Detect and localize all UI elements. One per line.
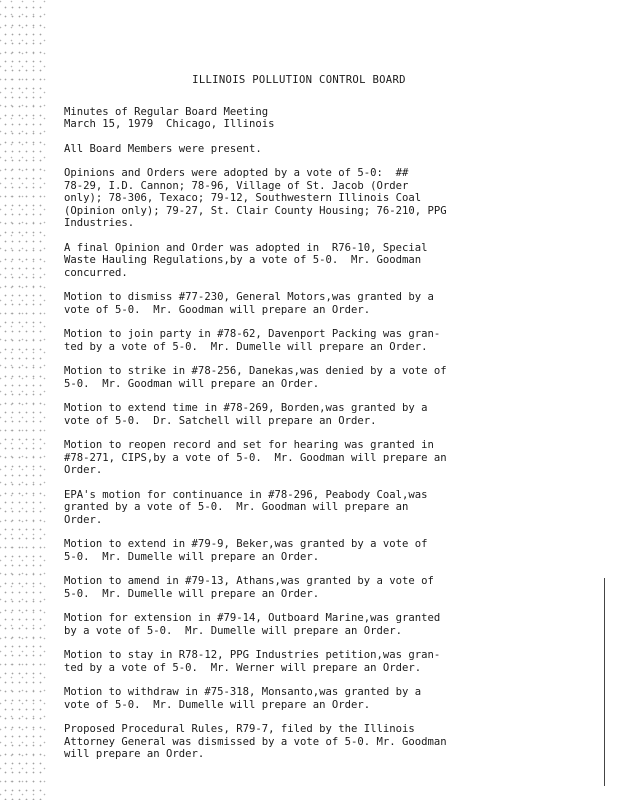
minutes-item (64, 489, 504, 527)
minutes-line: will prepare an Order. (64, 748, 205, 760)
minutes-line: vote of 5-0. Mr. Dumelle will prepare an Order. (64, 698, 371, 711)
meeting-header (64, 106, 504, 131)
minutes-line: Proposed Procedural Rules, R79-7, filed by the Illinois (64, 723, 415, 735)
minutes-line: vote of 5-0. Mr. Goodman will prepare an Order. (64, 303, 371, 316)
minutes-line: 5-0. Mr. Dumelle will prepare an Order. (64, 587, 320, 600)
minutes-line: 5-0. Mr. Dumelle will prepare an Order. (64, 550, 320, 563)
minutes-line: vote of 5-0. Dr. Satchell will prepare an Order. (64, 414, 377, 427)
minutes-line: ted by a vote of 5-0. Mr. Dumelle will prepare an Order. (64, 340, 428, 353)
minutes-item (64, 649, 504, 674)
minutes-page (64, 74, 504, 773)
minutes-item (64, 575, 504, 600)
minutes-item (64, 402, 504, 427)
minutes-line: Motion for extension in #79-14, Outboard Marine,was granted (64, 612, 441, 624)
minutes-line: Motion to strike in #78-256, Danekas,was denied by a vote of (64, 365, 447, 377)
margin-rule (604, 578, 605, 786)
minutes-item (64, 612, 504, 637)
minutes-line: Motion to extend in #79-9, Beker,was granted by a vote of (64, 538, 428, 550)
minutes-item (64, 538, 504, 563)
minutes-line: EPA's motion for continuance in #78-296, Peabody Coal,was (64, 488, 428, 501)
minutes-line: only); 78-306, Texaco; 79-12, Southwestern Illinois Coal (64, 192, 422, 204)
minutes-line: Motion to join party in #78-62, Davenport Packing was gran- (64, 328, 441, 340)
minutes-line: Order. (64, 513, 103, 526)
page-title: ILLINOIS POLLUTION CONTROL BOARD (192, 74, 406, 86)
minutes-item (64, 167, 504, 230)
minutes-item (64, 686, 504, 711)
meeting-date-location: March 15, 1979 Chicago, Illinois (64, 118, 275, 130)
minutes-item (64, 328, 504, 353)
minutes-line: granted by a vote of 5-0. Mr. Goodman will prepare an (64, 501, 409, 513)
minutes-line: Motion to withdraw in #75-318, Monsanto,was granted by a (64, 686, 422, 698)
minutes-line: ted by a vote of 5-0. Mr. Werner will prepare an Order. (64, 661, 422, 674)
minutes-item (64, 242, 504, 280)
attendance-note: All Board Members were present. (64, 142, 262, 155)
minutes-line: Waste Hauling Regulations,by a vote of 5-0. Mr. Goodman (64, 254, 422, 266)
minutes-line: (Opinion only); 79-27, St. Clair County Housing; 76-210, PPG (64, 204, 447, 217)
minutes-line: by a vote of 5-0. Mr. Dumelle will prepare an Order. (64, 624, 403, 637)
minutes-item (64, 291, 504, 316)
minutes-line: Motion to extend time in #78-269, Borden,was granted by a (64, 402, 428, 414)
minutes-line: Motion to amend in #79-13, Athans,was granted by a vote of (64, 575, 434, 587)
minutes-line: 78-29, I.D. Cannon; 78-96, Village of St. Jacob (Order (64, 179, 409, 192)
minutes-line: Opinions and Orders were adopted by a vote of 5-0: ## (64, 167, 409, 179)
scan-edge-artifact (0, 0, 46, 800)
minutes-items (64, 167, 504, 761)
minutes-item (64, 365, 504, 390)
minutes-line: Order. (64, 464, 103, 476)
minutes-line: 5-0. Mr. Goodman will prepare an Order. (64, 377, 320, 390)
minutes-line: Motion to dismiss #77-230, General Motors,was granted by a (64, 291, 434, 303)
minutes-item (64, 439, 504, 477)
minutes-line: Industries. (64, 217, 135, 229)
minutes-line: #78-271, CIPS,by a vote of 5-0. Mr. Goodman will prepare an (64, 451, 447, 464)
minutes-line: concurred. (64, 266, 128, 279)
minutes-line: Motion to stay in R78-12, PPG Industries petition,was gran- (64, 649, 441, 661)
minutes-line: Motion to reopen record and set for hearing was granted in (64, 439, 434, 451)
meeting-name: Minutes of Regular Board Meeting (64, 105, 269, 118)
minutes-line: A final Opinion and Order was adopted in R76-10, Special (64, 241, 428, 254)
minutes-line: Attorney General was dismissed by a vote of 5-0. Mr. Goodman (64, 735, 447, 748)
minutes-item (64, 723, 504, 761)
